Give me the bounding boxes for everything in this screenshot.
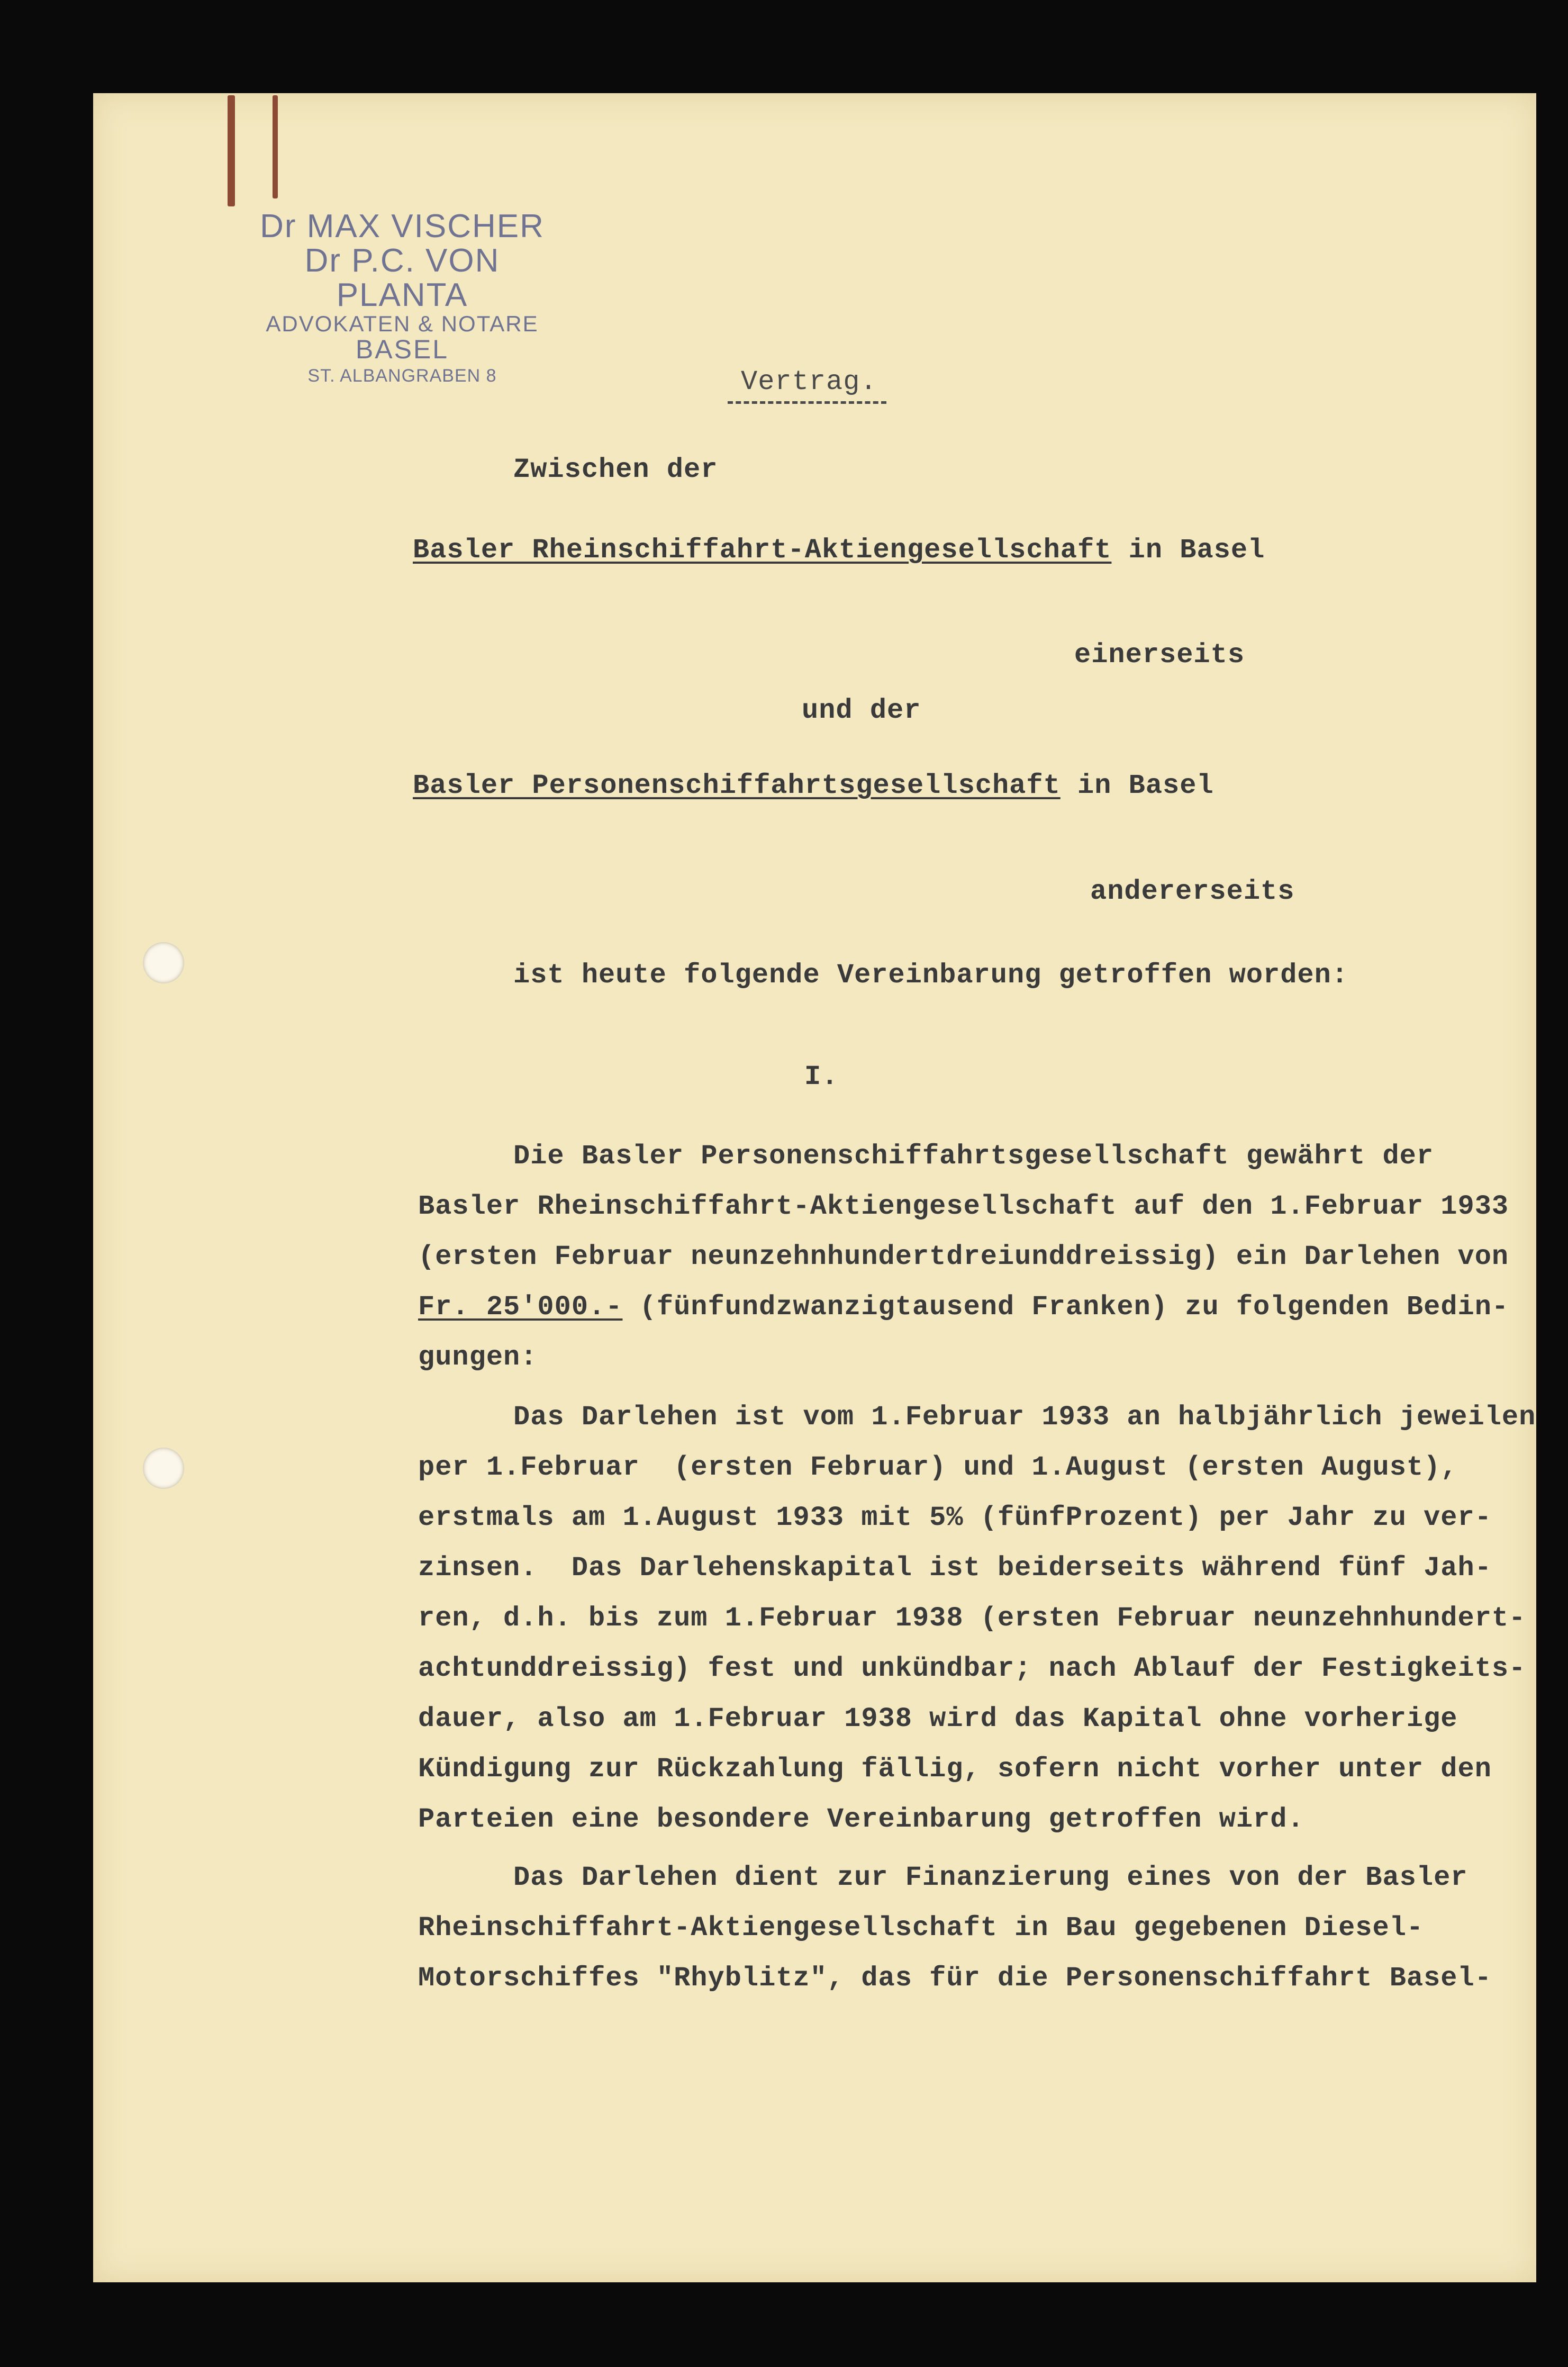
stamp-line: Dr MAX VISCHER xyxy=(260,208,545,245)
and-label: und der xyxy=(802,695,921,726)
party1-side: einerseits xyxy=(1074,639,1245,671)
stamp-line: ADVOKATEN & NOTARE xyxy=(266,311,539,337)
party1-city: in Basel xyxy=(1111,535,1265,566)
document-title: Vertrag. xyxy=(741,366,877,397)
between-label: Zwischen der xyxy=(513,454,718,485)
p1-line-rest: (fünfundzwanzigtausend Franken) zu folgenden Bedin- xyxy=(622,1291,1509,1323)
party2-line xyxy=(413,770,1214,801)
p1-line: Die Basler Personenschiffahrtsgesellschaft gewährt der xyxy=(513,1141,1434,1172)
stamp-line: ST. ALBANGRABEN 8 xyxy=(307,365,497,386)
p1-line xyxy=(418,1291,1509,1323)
p1-line: Basler Rheinschiffahrt-Aktiengesellschaft auf den 1.Februar 1933 xyxy=(418,1191,1509,1222)
stamp-line: Dr P.C. VON PLANTA xyxy=(304,242,500,314)
loan-amount: Fr. 25'000.- xyxy=(418,1291,623,1323)
p3-line: Das Darlehen dient zur Finanzierung eines von der Basler xyxy=(513,1862,1468,1893)
p1-line: (ersten Februar neunzehnhundertdreiunddreissig) ein Darlehen von xyxy=(418,1241,1509,1272)
section-number: I. xyxy=(804,1061,839,1092)
law-firm-stamp xyxy=(243,209,561,386)
p3-line: Rheinschiffahrt-Aktiengesellschaft in Bau gegebenen Diesel- xyxy=(418,1912,1424,1944)
p3-line: Motorschiffes "Rhyblitz", das für die Personenschiffahrt Basel- xyxy=(418,1963,1492,1994)
p2-line: erstmals am 1.August 1933 mit 5% (fünfProzent) per Jahr zu ver- xyxy=(418,1502,1492,1533)
party2-side: andererseits xyxy=(1090,876,1295,907)
p2-line: Kündigung zur Rückzahlung fällig, sofern nicht vorher unter den xyxy=(418,1754,1492,1785)
p2-line: zinsen. Das Darlehenskapital ist beiderseits während fünf Jah- xyxy=(418,1552,1492,1584)
p2-line: dauer, also am 1.Februar 1938 wird das Kapital ohne vorherige xyxy=(418,1703,1458,1734)
p2-line: Das Darlehen ist vom 1.Februar 1933 an halbjährlich jeweilen xyxy=(513,1402,1536,1433)
ink-mark xyxy=(273,95,278,198)
paper-sheet xyxy=(93,93,1536,2282)
ink-mark xyxy=(228,95,235,206)
p2-line: achtunddreissig) fest und unkündbar; nach Ablauf der Festigkeits- xyxy=(418,1653,1526,1684)
party1-line xyxy=(413,535,1265,566)
party2-name: Basler Personenschiffahrtsgesellschaft xyxy=(413,770,1061,801)
title-underline xyxy=(728,401,886,404)
p2-line: ren, d.h. bis zum 1.Februar 1938 (ersten Februar neunzehnhundert- xyxy=(418,1603,1526,1634)
party2-city: in Basel xyxy=(1060,770,1214,801)
stamp-line: BASEL xyxy=(355,335,449,365)
punch-hole-bottom xyxy=(143,1448,184,1489)
p2-line: per 1.Februar (ersten Februar) und 1.August (ersten August), xyxy=(418,1452,1458,1483)
p2-line: Parteien eine besondere Vereinbarung getroffen wird. xyxy=(418,1804,1304,1835)
punch-hole-top xyxy=(143,942,184,983)
p1-line: gungen: xyxy=(418,1342,538,1373)
party1-name: Basler Rheinschiffahrt-Aktiengesellschaft xyxy=(413,535,1112,566)
agreement-line: ist heute folgende Vereinbarung getroffen worden: xyxy=(513,960,1349,991)
